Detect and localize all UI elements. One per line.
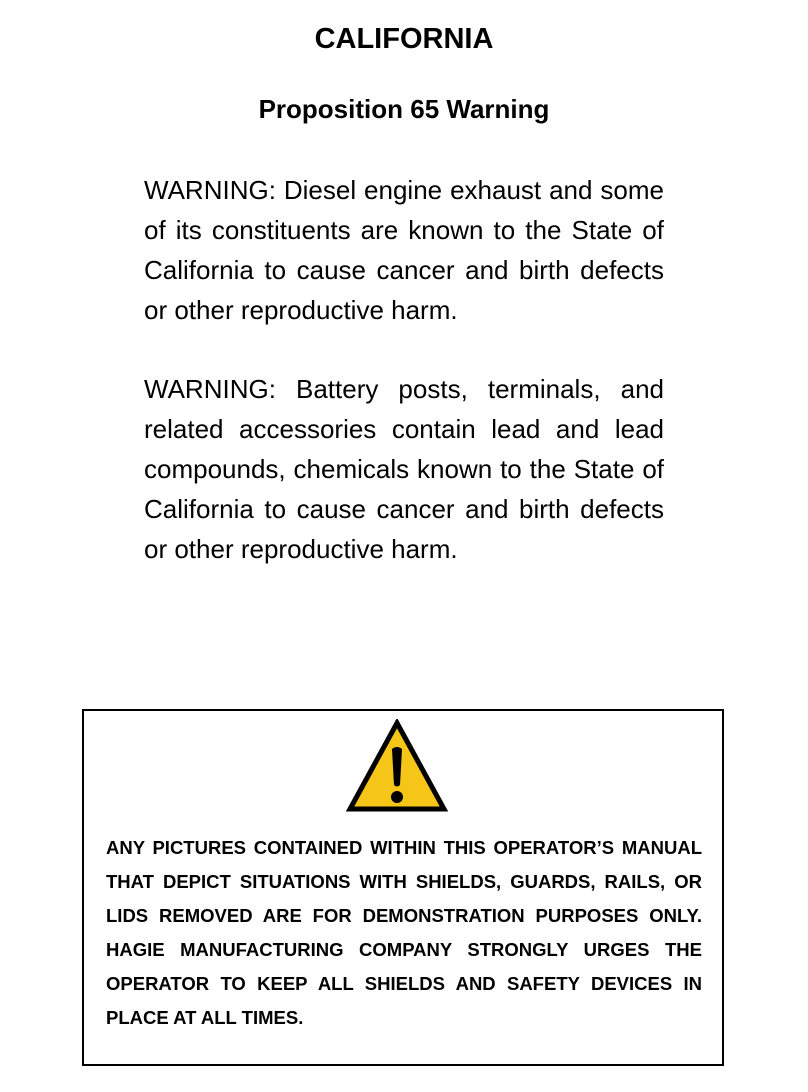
warning-triangle-icon	[346, 719, 448, 813]
page-title: CALIFORNIA	[314, 23, 494, 55]
safety-notice-text: ANY PICTURES CONTAINED WITHIN THIS OPERATOR’S MANUAL THAT DEPICT SITUATIONS WITH SHIELDS, GUARDS, RAILS, OR LIDS REMOVED ARE FOR DEMONSTRATION PURPOSES ONLY. HAGIE MANUFACTURING COMPANY STRONGLY URGES THE OPERATOR TO KEEP ALL SHIELDS AND SAFETY DEVICES IN PLACE AT ALL TIMES.	[106, 837, 702, 1028]
exclamation-dot	[391, 791, 403, 803]
page-subtitle: Proposition 65 Warning	[258, 94, 550, 124]
safety-notice-box	[82, 709, 724, 1066]
diesel-exhaust-warning: WARNING: Diesel engine exhaust and some of its constituents are known to the State of California to cause cancer and birth defects or other reproductive harm.	[144, 175, 664, 325]
battery-lead-warning: WARNING: Battery posts, terminals, and related accessories contain lead and lead compounds, chemicals known to the State of California to cause cancer and birth defects or other reproductive harm.	[144, 374, 664, 564]
